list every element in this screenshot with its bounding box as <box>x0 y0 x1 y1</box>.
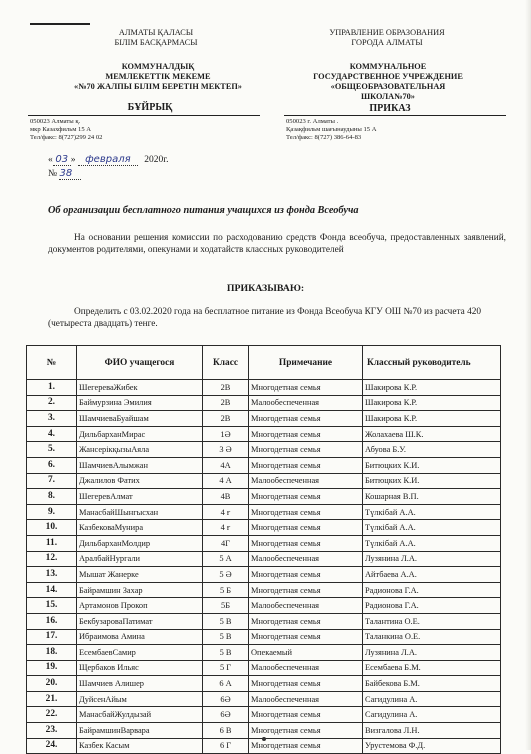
cell-note: Многодетная семья <box>249 723 363 739</box>
table-row <box>27 567 501 583</box>
table-row <box>27 520 501 536</box>
cell-class-teacher: Жолахаева Ш.К. <box>363 426 501 442</box>
cell-student-name: МанасбайШынгысхан <box>77 504 203 520</box>
cell-note: Многодетная семья <box>249 676 363 692</box>
cell-class: 2В <box>203 395 249 411</box>
cell-class: 2В <box>203 411 249 427</box>
students-table <box>26 345 501 754</box>
order-word-kz <box>100 102 200 114</box>
cell-number: 5. <box>27 442 77 458</box>
cell-student-name: ДуйсенАйым <box>77 691 203 707</box>
cell-class-teacher: Лузянина Л.А. <box>363 551 501 567</box>
cell-class-teacher: Урустемова Ф.Д. <box>363 738 501 754</box>
cell-note: Многодетная семья <box>249 613 363 629</box>
cell-class: 5 В <box>203 645 249 661</box>
date-close-quote: » <box>70 155 76 165</box>
header-left-dept: БІЛІМ БАСҚАРМАСЫ <box>114 38 198 47</box>
cell-number: 10. <box>27 520 77 536</box>
address-right-line1: 050023 г. Алматы . <box>286 118 339 125</box>
cell-note: Многодетная семья <box>249 380 363 396</box>
header-right-line3: КОММУНАЛЬНОЕ <box>349 62 427 71</box>
order-word-kz-text: БҰЙРЫҚ <box>127 102 173 113</box>
cell-number: 1. <box>27 380 77 396</box>
header-left-line3: КОММУНАЛДЫҚ <box>121 62 195 71</box>
cell-class: 5 Б <box>203 582 249 598</box>
cell-student-name: ЕсембаевСамир <box>77 645 203 661</box>
cell-class-teacher: Түлкібай А.А. <box>363 520 501 536</box>
header-right-line6: ШКОЛА№70» <box>361 92 415 101</box>
cell-class-teacher: Сагидулина А. <box>363 707 501 723</box>
table-row <box>27 380 501 396</box>
table-row <box>27 457 501 473</box>
cell-number: 21. <box>27 691 77 707</box>
date-day: 03 <box>53 154 71 166</box>
cell-note: Малообеспеченная <box>249 691 363 707</box>
cell-note: Многодетная семья <box>249 520 363 536</box>
cell-student-name: БайрамшинВарвара <box>77 723 203 739</box>
cell-class-teacher: Кошарная В.П. <box>363 489 501 505</box>
table-row <box>27 723 501 739</box>
cell-note: Малообеспеченная <box>249 395 363 411</box>
cell-student-name: КазбековаМунира <box>77 520 203 536</box>
table-row <box>27 411 501 427</box>
cell-student-name: АралбайНургали <box>77 551 203 567</box>
intro-paragraph: На основании решения комиссии по расходованию средств Фонда всеобуча, предоставленных заявлений, документов родителями, опекунами и ходатайств классных руководителей <box>48 233 506 255</box>
cell-number: 9. <box>27 504 77 520</box>
cell-class: 1Ә <box>203 426 249 442</box>
cell-student-name: ШегеревАлмат <box>77 489 203 505</box>
address-left-line2: мкр Казахфильм 15 А <box>30 126 92 133</box>
cell-student-name: ДильбарханМирас <box>77 426 203 442</box>
cell-student-name: Баймурзина Эмилия <box>77 395 203 411</box>
table-row <box>27 629 501 645</box>
cell-number: 2. <box>27 395 77 411</box>
cell-note: Малообеспеченная <box>249 473 363 489</box>
header-right-rule <box>284 115 506 116</box>
scan-edge-shadow <box>525 0 531 750</box>
header-class: Класс <box>203 346 249 380</box>
table-row <box>27 551 501 567</box>
cell-number: 4. <box>27 426 77 442</box>
header-right-city: ГОРОДА АЛМАТЫ <box>351 38 423 47</box>
order-number-value: 38 <box>59 168 81 180</box>
address-right-line3: Тел/факс: 8(727) 386-64-83 <box>286 134 362 141</box>
table-row <box>27 489 501 505</box>
cell-number: 18. <box>27 645 77 661</box>
order-title: Об организации бесплатного питания учащихся из фонда Всеобуча <box>48 205 359 216</box>
order-word-ru <box>330 103 450 115</box>
table-row <box>27 473 501 489</box>
table-header-row <box>27 346 501 380</box>
table-row <box>27 395 501 411</box>
cell-class-teacher: Сагидулина А. <box>363 691 501 707</box>
cell-number: 7. <box>27 473 77 489</box>
header-right-dept: УПРАВЛЕНИЕ ОБРАЗОВАНИЯ <box>329 28 445 37</box>
page-dot-mark <box>262 737 266 741</box>
cell-class-teacher: Таланкина О.Е. <box>363 629 501 645</box>
cell-number: 12. <box>27 551 77 567</box>
cell-class: 4Г <box>203 535 249 551</box>
date-month: февраля <box>78 154 138 166</box>
order-word-ru-text: ПРИКАЗ <box>369 103 411 114</box>
cell-note: Многодетная семья <box>249 489 363 505</box>
cell-class-teacher: Талантина О.Е. <box>363 613 501 629</box>
decree-paragraph: Определить с 03.02.2020 года на бесплатное питание из Фонда Всеобуча КГУ ОШ №70 из расчета 420 (четыреста двадцать) тенге. <box>48 307 482 329</box>
order-number <box>48 168 81 180</box>
header-note: Примечание <box>249 346 363 380</box>
cell-student-name: ЖансерікқызыАяла <box>77 442 203 458</box>
table-row <box>27 442 501 458</box>
header-right-institution <box>298 62 478 102</box>
cell-note: Многодетная семья <box>249 457 363 473</box>
header-left-institution <box>58 62 258 92</box>
cell-note: Многодетная семья <box>249 442 363 458</box>
cell-student-name: Джалилов Фатих <box>77 473 203 489</box>
cell-class: 4В <box>203 489 249 505</box>
cell-student-name: ШамчиевАлымжан <box>77 457 203 473</box>
header-left-address <box>30 118 230 142</box>
address-left-line1: 050023 Алматы қ. <box>30 118 81 125</box>
header-left <box>86 28 226 48</box>
cell-note: Многодетная семья <box>249 411 363 427</box>
cell-class-teacher: Радионова Г.А. <box>363 598 501 614</box>
cell-number: 3. <box>27 411 77 427</box>
cell-note: Многодетная семья <box>249 504 363 520</box>
cell-note: Малообеспеченная <box>249 598 363 614</box>
date-open-quote: « <box>48 155 53 165</box>
table-row <box>27 707 501 723</box>
header-class-teacher: Классный руководитель <box>363 346 501 380</box>
cell-class-teacher: Шакирова К.Р. <box>363 395 501 411</box>
cell-number: 24. <box>27 738 77 754</box>
cell-class-teacher: Битюцких К.И. <box>363 473 501 489</box>
cell-number: 6. <box>27 457 77 473</box>
cell-number: 19. <box>27 660 77 676</box>
cell-class: 5 А <box>203 551 249 567</box>
cell-student-name: Шамчиев Алишер <box>77 676 203 692</box>
cell-class-teacher: Айтбаева А.А. <box>363 567 501 583</box>
cell-student-name: Мышат Жанерке <box>77 567 203 583</box>
cell-student-name: ДильбарханМолдир <box>77 535 203 551</box>
cell-student-name: Байрамшин Захар <box>77 582 203 598</box>
cell-student-name: БекбузароваПатимат <box>77 613 203 629</box>
cell-class: 4 А <box>203 473 249 489</box>
cell-student-name: ШегереваЖибек <box>77 380 203 396</box>
table-row <box>27 426 501 442</box>
cell-number: 23. <box>27 723 77 739</box>
header-student-name: ФИО учащегося <box>77 346 203 380</box>
cell-class-teacher: Шакирова К.Р. <box>363 411 501 427</box>
cell-class-teacher: Шакирова К.Р. <box>363 380 501 396</box>
cell-class: 3 Ә <box>203 442 249 458</box>
header-right-address <box>286 118 496 142</box>
cell-class: 2В <box>203 380 249 396</box>
address-left-line3: Тел/факс: 8(727)299 24 02 <box>30 134 103 141</box>
order-date <box>48 154 168 166</box>
cell-class-teacher: Визгалова Л.Н. <box>363 723 501 739</box>
cell-note: Малообеспеченная <box>249 551 363 567</box>
header-left-line4: МЕМЛЕКЕТТІК МЕКЕМЕ <box>105 72 211 81</box>
cell-number: 15. <box>27 598 77 614</box>
header-right <box>302 28 472 48</box>
cell-class-teacher: Байбекова Б.М. <box>363 676 501 692</box>
cell-student-name: Щербаков Ильяс <box>77 660 203 676</box>
header-left-rule <box>28 115 260 116</box>
table-row <box>27 676 501 692</box>
cell-note: Многодетная семья <box>249 426 363 442</box>
table-row <box>27 598 501 614</box>
cell-class: 6 Г <box>203 738 249 754</box>
cell-note: Многодетная семья <box>249 738 363 754</box>
cell-note: Многодетная семья <box>249 629 363 645</box>
cell-note: Опекаемый <box>249 645 363 661</box>
cell-class-teacher: Түлкібай А.А. <box>363 535 501 551</box>
order-number-sign: № <box>48 169 58 179</box>
cell-number: 20. <box>27 676 77 692</box>
cell-class: 6Ә <box>203 707 249 723</box>
header-left-line5: «№70 ЖАЛПЫ БІЛІМ БЕРЕТІН МЕКТЕП» <box>74 82 242 91</box>
order-heading: ПРИКАЗЫВАЮ: <box>226 283 305 294</box>
address-right-line2: Қазақфильм шағынаудыны 15 А <box>286 126 377 133</box>
cell-class: 5 В <box>203 613 249 629</box>
header-number: № <box>27 346 77 380</box>
date-year: 2020г. <box>144 155 169 165</box>
table-row <box>27 660 501 676</box>
cell-number: 22. <box>27 707 77 723</box>
table-row <box>27 535 501 551</box>
table-row <box>27 504 501 520</box>
cell-number: 13. <box>27 567 77 583</box>
cell-note: Многодетная семья <box>249 582 363 598</box>
cell-number: 14. <box>27 582 77 598</box>
cell-class: 6 В <box>203 723 249 739</box>
cell-class: 5 Ә <box>203 567 249 583</box>
header-left-city: АЛМАТЫ ҚАЛАСЫ <box>118 28 194 37</box>
cell-class: 6 А <box>203 676 249 692</box>
header-right-line5: «ОБЩЕОБРАЗОВАТЕЛЬНАЯ <box>330 82 446 91</box>
cell-number: 17. <box>27 629 77 645</box>
cell-student-name: Казбек Касым <box>77 738 203 754</box>
cell-class-teacher: Түлкібай А.А. <box>363 504 501 520</box>
cell-class: 5Б <box>203 598 249 614</box>
cell-number: 11. <box>27 535 77 551</box>
cell-student-name: МанасбайЖулдызай <box>77 707 203 723</box>
cell-class: 4 ғ <box>203 504 249 520</box>
cell-class: 4А <box>203 457 249 473</box>
cell-student-name: Артамонов Прокоп <box>77 598 203 614</box>
cell-note: Малообеспеченная <box>249 660 363 676</box>
cell-class-teacher: Есембаева Б.М. <box>363 660 501 676</box>
cell-number: 8. <box>27 489 77 505</box>
cell-class: 5 В <box>203 629 249 645</box>
cell-student-name: Ибраимова Амина <box>77 629 203 645</box>
cell-class: 5 Г <box>203 660 249 676</box>
cell-class-teacher: Битюцких К.И. <box>363 457 501 473</box>
cell-note: Многодетная семья <box>249 707 363 723</box>
header-dash-mark <box>30 23 90 25</box>
cell-note: Многодетная семья <box>249 567 363 583</box>
cell-note: Многодетная семья <box>249 535 363 551</box>
cell-class: 4 ғ <box>203 520 249 536</box>
table-row <box>27 613 501 629</box>
cell-class-teacher: Радионова Г.А. <box>363 582 501 598</box>
table-row <box>27 582 501 598</box>
cell-class-teacher: Лузянина Л.А. <box>363 645 501 661</box>
table-row <box>27 645 501 661</box>
cell-class: 6Ә <box>203 691 249 707</box>
cell-number: 16. <box>27 613 77 629</box>
cell-class-teacher: Абуова Б.У. <box>363 442 501 458</box>
cell-student-name: ШамчиеваБуайшам <box>77 411 203 427</box>
header-right-line4: ГОСУДАРСТВЕННОЕ УЧРЕЖДЕНИЕ <box>313 72 463 81</box>
table-row <box>27 691 501 707</box>
